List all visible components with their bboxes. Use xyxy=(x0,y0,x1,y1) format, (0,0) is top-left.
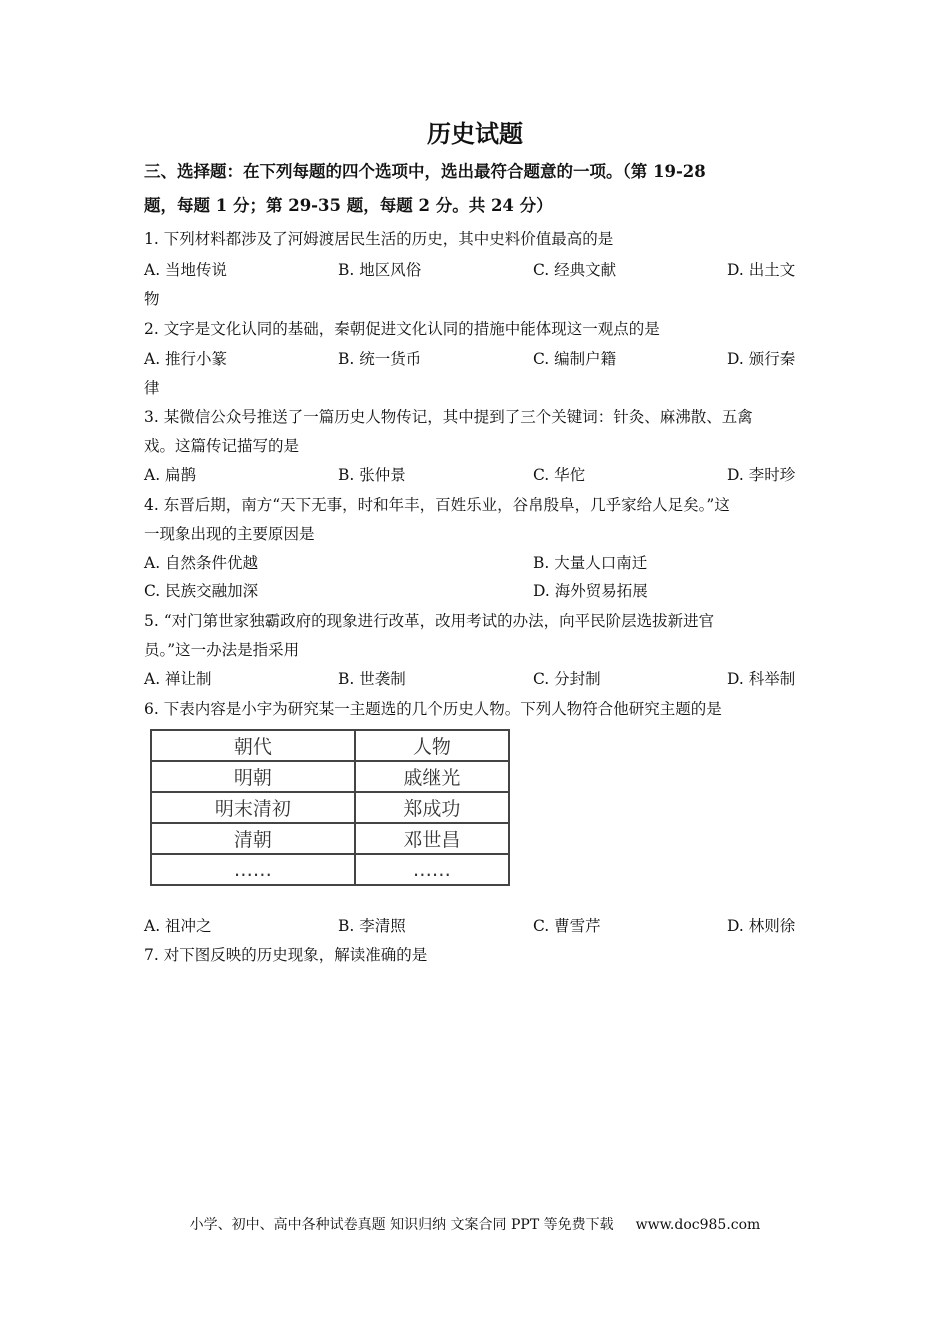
question-1-stem: 1. 下列材料都涉及了河姆渡居民生活的历史，其中史料价值最高的是 xyxy=(144,230,614,248)
question-1-option-c[interactable]: C. 经典文献 xyxy=(533,261,617,279)
question-2-option-d-wrap: 律 xyxy=(144,379,160,397)
question-4-stem-line-2: 一现象出现的主要原因是 xyxy=(144,525,315,543)
question-6-option-d[interactable]: D. 林则徐 xyxy=(727,917,796,935)
question-1-option-a[interactable]: A. 当地传说 xyxy=(144,261,228,279)
section-heading-line-1: 三、选择题：在下列每题的四个选项中，选出最符合题意的一项。（第 19-28 xyxy=(144,162,706,181)
question-6-option-b[interactable]: B. 李清照 xyxy=(338,917,406,935)
table-header-row xyxy=(151,730,509,761)
question-3-stem-line-1: 3. 某微信公众号推送了一篇历史人物传记，其中提到了三个关键词：针灸、麻沸散、五禽 xyxy=(144,408,753,426)
question-3-option-a[interactable]: A. 扁鹊 xyxy=(144,466,197,484)
page-title: 历史试题 xyxy=(427,119,523,148)
table-row xyxy=(151,823,509,854)
table-cell-person: 戚继光 xyxy=(355,761,509,792)
question-1-option-d-wrap: 物 xyxy=(144,290,160,308)
question-3-option-d[interactable]: D. 李时珍 xyxy=(727,466,796,484)
question-5-option-d[interactable]: D. 科举制 xyxy=(727,670,796,688)
question-4-option-c[interactable]: C. 民族交融加深 xyxy=(144,582,259,600)
table-cell-person: …… xyxy=(355,854,509,885)
question-3-option-b[interactable]: B. 张仲景 xyxy=(338,466,406,484)
question-2-option-d[interactable]: D. 颁行秦 xyxy=(727,350,796,368)
question-3-option-c[interactable]: C. 华佗 xyxy=(533,466,586,484)
question-3-stem-line-2: 戏。这篇传记描写的是 xyxy=(144,437,300,455)
table-header-dynasty: 朝代 xyxy=(151,730,355,761)
question-6-option-a[interactable]: A. 祖冲之 xyxy=(144,917,212,935)
page-footer xyxy=(0,1214,950,1234)
question-5-stem-line-1: 5. “对门第世家独霸政府的现象进行改革，改用考试的办法，向平民阶层选拔新进官 xyxy=(144,612,715,630)
footer-text: 小学、初中、高中各种试卷真题 知识归纳 文案合同 PPT 等免费下载 xyxy=(189,1217,614,1233)
table-cell-person: 邓世昌 xyxy=(355,823,509,854)
section-heading-line-2: 题，每题 1 分；第 29-35 题，每题 2 分。共 24 分） xyxy=(144,196,553,215)
question-4-option-a[interactable]: A. 自然条件优越 xyxy=(144,554,259,572)
question-1-option-d[interactable]: D. 出土文 xyxy=(727,261,796,279)
question-4-stem-line-1: 4. 东晋后期，南方“天下无事，时和年丰，百姓乐业，谷帛殷阜，几乎家给人足矣。”这 xyxy=(144,496,730,514)
question-4-option-b[interactable]: B. 大量人口南迁 xyxy=(533,554,648,572)
question-5-option-a[interactable]: A. 禅让制 xyxy=(144,670,212,688)
table-row xyxy=(151,761,509,792)
question-6-option-c[interactable]: C. 曹雪芹 xyxy=(533,917,601,935)
table-cell-dynasty: 清朝 xyxy=(151,823,355,854)
question-2-option-b[interactable]: B. 统一货币 xyxy=(338,350,422,368)
question-2-option-c[interactable]: C. 编制户籍 xyxy=(533,350,617,368)
question-5-option-c[interactable]: C. 分封制 xyxy=(533,670,601,688)
table-cell-person: 郑成功 xyxy=(355,792,509,823)
question-2-option-a[interactable]: A. 推行小篆 xyxy=(144,350,228,368)
table-cell-dynasty: 明朝 xyxy=(151,761,355,792)
table-header-person: 人物 xyxy=(355,730,509,761)
question-1-option-b[interactable]: B. 地区风俗 xyxy=(338,261,422,279)
historical-figures-table xyxy=(150,729,510,886)
question-5-option-b[interactable]: B. 世袭制 xyxy=(338,670,406,688)
table-row xyxy=(151,854,509,885)
question-5-stem-line-2: 员。”这一办法是指采用 xyxy=(144,641,300,659)
question-2-stem: 2. 文字是文化认同的基础，秦朝促进文化认同的措施中能体现这一观点的是 xyxy=(144,320,660,338)
question-7-stem: 7. 对下图反映的历史现象，解读准确的是 xyxy=(144,946,428,964)
question-6-stem: 6. 下表内容是小宇为研究某一主题选的几个历史人物。下列人物符合他研究主题的是 xyxy=(144,700,722,718)
question-4-option-d[interactable]: D. 海外贸易拓展 xyxy=(533,582,648,600)
table-row xyxy=(151,792,509,823)
footer-url-link[interactable]: www.doc985.com xyxy=(635,1217,761,1233)
table-cell-dynasty: 明末清初 xyxy=(151,792,355,823)
table-cell-dynasty: …… xyxy=(151,854,355,885)
